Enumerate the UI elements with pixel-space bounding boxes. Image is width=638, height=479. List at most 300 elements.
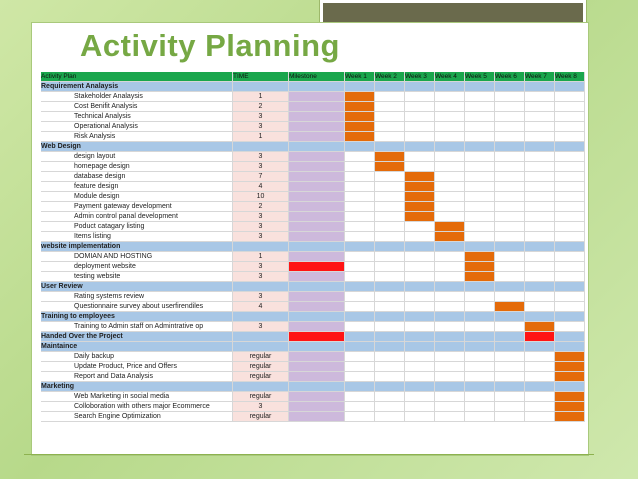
activity-time: 1	[233, 252, 289, 262]
week-cell	[525, 332, 555, 342]
week-cell	[405, 172, 435, 182]
week-cell	[435, 92, 465, 102]
week-cell	[465, 162, 495, 172]
week-cell	[555, 82, 585, 92]
week-cell	[405, 302, 435, 312]
week-cell	[345, 182, 375, 192]
week-cell	[375, 292, 405, 302]
section-label: Web Design	[41, 142, 233, 152]
week-cell	[525, 222, 555, 232]
week-cell	[435, 302, 465, 312]
week-cell	[495, 312, 525, 322]
week-cell	[405, 412, 435, 422]
section-milestone	[289, 142, 345, 152]
week-cell	[555, 302, 585, 312]
activity-time: regular	[233, 362, 289, 372]
activity-name: Rating systems review	[41, 292, 233, 302]
week-cell	[405, 82, 435, 92]
week-cell	[435, 232, 465, 242]
week-cell	[525, 172, 555, 182]
week-cell	[555, 172, 585, 182]
week-cell	[465, 202, 495, 212]
week-cell	[555, 272, 585, 282]
week-cell	[465, 282, 495, 292]
section-label: website implementation	[41, 242, 233, 252]
week-cell	[525, 252, 555, 262]
activity-name: homepage design	[41, 162, 233, 172]
week-cell	[345, 212, 375, 222]
week-cell	[405, 212, 435, 222]
week-cell	[555, 122, 585, 132]
week-cell	[435, 172, 465, 182]
week-cell	[375, 262, 405, 272]
activity-name: Web Marketing in social media	[41, 392, 233, 402]
week-cell	[465, 192, 495, 202]
activity-name: DOMIAN AND HOSTING	[41, 252, 233, 262]
page-title: Activity Planning	[80, 28, 340, 63]
week-cell	[465, 112, 495, 122]
week-cell	[495, 412, 525, 422]
week-cell	[555, 402, 585, 412]
activity-milestone	[289, 222, 345, 232]
section-milestone	[289, 332, 345, 342]
section-milestone	[289, 82, 345, 92]
activity-time: 3	[233, 232, 289, 242]
activity-milestone	[289, 322, 345, 332]
week-cell	[435, 362, 465, 372]
week-cell	[495, 92, 525, 102]
section-milestone	[289, 312, 345, 322]
week-cell	[525, 92, 555, 102]
week-cell	[375, 412, 405, 422]
week-cell	[525, 382, 555, 392]
week-cell	[345, 382, 375, 392]
week-cell	[555, 162, 585, 172]
week-cell	[375, 172, 405, 182]
header-cell: Week 8	[555, 72, 585, 82]
activity-name: Daily backup	[41, 352, 233, 362]
week-cell	[375, 232, 405, 242]
week-cell	[495, 172, 525, 182]
activity-name: Admin control panal development	[41, 212, 233, 222]
week-cell	[555, 292, 585, 302]
week-cell	[495, 202, 525, 212]
activity-milestone	[289, 372, 345, 382]
week-cell	[345, 202, 375, 212]
week-cell	[525, 342, 555, 352]
week-cell	[345, 312, 375, 322]
week-cell	[495, 382, 525, 392]
week-cell	[345, 352, 375, 362]
week-cell	[435, 392, 465, 402]
week-cell	[465, 92, 495, 102]
week-cell	[375, 272, 405, 282]
week-cell	[465, 382, 495, 392]
header-cell: Week 5	[465, 72, 495, 82]
week-cell	[465, 242, 495, 252]
week-cell	[555, 142, 585, 152]
week-cell	[555, 412, 585, 422]
header-cell: Week 2	[375, 72, 405, 82]
week-cell	[495, 112, 525, 122]
week-cell	[525, 302, 555, 312]
week-cell	[405, 372, 435, 382]
week-cell	[345, 82, 375, 92]
week-cell	[435, 122, 465, 132]
week-cell	[465, 392, 495, 402]
week-cell	[405, 352, 435, 362]
week-cell	[345, 322, 375, 332]
week-cell	[495, 402, 525, 412]
activity-name: Training to Admin staff on Admintrative op	[41, 322, 233, 332]
week-cell	[465, 412, 495, 422]
header-cell: Week 7	[525, 72, 555, 82]
week-cell	[495, 342, 525, 352]
section-milestone	[289, 282, 345, 292]
week-cell	[465, 292, 495, 302]
week-cell	[555, 222, 585, 232]
week-cell	[525, 102, 555, 112]
week-cell	[465, 402, 495, 412]
week-cell	[495, 322, 525, 332]
week-cell	[525, 242, 555, 252]
activity-name: Risk Analysis	[41, 132, 233, 142]
week-cell	[435, 352, 465, 362]
week-cell	[555, 212, 585, 222]
activity-name: Operational Analysis	[41, 122, 233, 132]
week-cell	[345, 112, 375, 122]
week-cell	[375, 372, 405, 382]
week-cell	[345, 162, 375, 172]
activity-time: 3	[233, 292, 289, 302]
week-cell	[555, 262, 585, 272]
week-cell	[465, 172, 495, 182]
week-cell	[555, 372, 585, 382]
week-cell	[405, 292, 435, 302]
week-cell	[525, 402, 555, 412]
week-cell	[555, 392, 585, 402]
section-time	[233, 332, 289, 342]
activity-milestone	[289, 362, 345, 372]
activity-name: Report and Data Analysis	[41, 372, 233, 382]
week-cell	[405, 122, 435, 132]
week-cell	[375, 322, 405, 332]
week-cell	[435, 212, 465, 222]
header-cell: Milestone	[289, 72, 345, 82]
section-label: Handed Over the Project	[41, 332, 233, 342]
week-cell	[345, 372, 375, 382]
section-time	[233, 282, 289, 292]
week-cell	[435, 192, 465, 202]
week-cell	[525, 112, 555, 122]
activity-time: 3	[233, 112, 289, 122]
week-cell	[525, 362, 555, 372]
week-cell	[495, 142, 525, 152]
week-cell	[495, 132, 525, 142]
week-cell	[345, 222, 375, 232]
activity-name: Module design	[41, 192, 233, 202]
week-cell	[465, 362, 495, 372]
week-cell	[555, 362, 585, 372]
week-cell	[375, 182, 405, 192]
week-cell	[525, 232, 555, 242]
week-cell	[405, 382, 435, 392]
activity-name: Technical Analysis	[41, 112, 233, 122]
week-cell	[555, 312, 585, 322]
activity-name: Colloboration with others major Ecommerce	[41, 402, 233, 412]
section-time	[233, 82, 289, 92]
week-cell	[435, 182, 465, 192]
activity-time: 3	[233, 272, 289, 282]
week-cell	[375, 202, 405, 212]
section-label: Marketing	[41, 382, 233, 392]
week-cell	[555, 202, 585, 212]
week-cell	[525, 142, 555, 152]
activity-milestone	[289, 132, 345, 142]
week-cell	[375, 342, 405, 352]
week-cell	[555, 242, 585, 252]
week-cell	[345, 142, 375, 152]
week-cell	[525, 182, 555, 192]
week-cell	[465, 372, 495, 382]
week-cell	[495, 182, 525, 192]
week-cell	[495, 222, 525, 232]
activity-time: 2	[233, 202, 289, 212]
activity-milestone	[289, 232, 345, 242]
activity-name: Cost Benifit Analysis	[41, 102, 233, 112]
week-cell	[435, 332, 465, 342]
week-cell	[555, 102, 585, 112]
week-cell	[375, 282, 405, 292]
activity-name: Payment gateway development	[41, 202, 233, 212]
activity-milestone	[289, 302, 345, 312]
activity-milestone	[289, 152, 345, 162]
activity-name: Search Engine Optimization	[41, 412, 233, 422]
week-cell	[375, 382, 405, 392]
header-cell: Activity Plan	[41, 72, 233, 82]
week-cell	[405, 262, 435, 272]
activity-name: feature design	[41, 182, 233, 192]
week-cell	[555, 182, 585, 192]
week-cell	[495, 392, 525, 402]
week-cell	[405, 152, 435, 162]
week-cell	[495, 242, 525, 252]
week-cell	[405, 342, 435, 352]
week-cell	[495, 162, 525, 172]
week-cell	[435, 152, 465, 162]
week-cell	[465, 182, 495, 192]
week-cell	[525, 292, 555, 302]
activity-milestone	[289, 262, 345, 272]
week-cell	[525, 322, 555, 332]
week-cell	[525, 412, 555, 422]
week-cell	[465, 102, 495, 112]
week-cell	[525, 82, 555, 92]
section-label: Maintaince	[41, 342, 233, 352]
week-cell	[525, 122, 555, 132]
week-cell	[495, 372, 525, 382]
activity-name: database design	[41, 172, 233, 182]
week-cell	[495, 272, 525, 282]
activity-name: Questionnaire survey about userfirendiles	[41, 302, 233, 312]
week-cell	[435, 372, 465, 382]
week-cell	[495, 122, 525, 132]
week-cell	[345, 242, 375, 252]
section-time	[233, 142, 289, 152]
activity-milestone	[289, 392, 345, 402]
week-cell	[405, 362, 435, 372]
week-cell	[375, 222, 405, 232]
week-cell	[435, 322, 465, 332]
week-cell	[375, 92, 405, 102]
week-cell	[465, 82, 495, 92]
week-cell	[435, 412, 465, 422]
activity-time: regular	[233, 352, 289, 362]
week-cell	[435, 282, 465, 292]
week-cell	[435, 112, 465, 122]
week-cell	[465, 322, 495, 332]
week-cell	[495, 362, 525, 372]
week-cell	[375, 252, 405, 262]
week-cell	[345, 92, 375, 102]
activity-time: regular	[233, 392, 289, 402]
week-cell	[345, 392, 375, 402]
week-cell	[465, 332, 495, 342]
week-cell	[345, 292, 375, 302]
activity-milestone	[289, 352, 345, 362]
week-cell	[345, 262, 375, 272]
week-cell	[465, 122, 495, 132]
activity-time: 3	[233, 322, 289, 332]
week-cell	[375, 402, 405, 412]
week-cell	[525, 132, 555, 142]
header-cell: Week 4	[435, 72, 465, 82]
week-cell	[375, 312, 405, 322]
week-cell	[435, 242, 465, 252]
week-cell	[435, 82, 465, 92]
section-time	[233, 312, 289, 322]
week-cell	[435, 222, 465, 232]
activity-milestone	[289, 122, 345, 132]
week-cell	[405, 132, 435, 142]
week-cell	[405, 312, 435, 322]
week-cell	[495, 82, 525, 92]
section-time	[233, 342, 289, 352]
week-cell	[405, 252, 435, 262]
week-cell	[495, 232, 525, 242]
week-cell	[345, 412, 375, 422]
week-cell	[555, 322, 585, 332]
week-cell	[435, 162, 465, 172]
activity-milestone	[289, 112, 345, 122]
activity-time: 1	[233, 132, 289, 142]
week-cell	[375, 142, 405, 152]
week-cell	[465, 142, 495, 152]
week-cell	[375, 102, 405, 112]
activity-name: Poduct catagary listing	[41, 222, 233, 232]
week-cell	[525, 392, 555, 402]
section-milestone	[289, 382, 345, 392]
activity-milestone	[289, 402, 345, 412]
week-cell	[405, 402, 435, 412]
week-cell	[405, 332, 435, 342]
week-cell	[495, 352, 525, 362]
activity-time: 3	[233, 122, 289, 132]
week-cell	[465, 212, 495, 222]
week-cell	[495, 192, 525, 202]
week-cell	[555, 282, 585, 292]
week-cell	[555, 152, 585, 162]
week-cell	[555, 232, 585, 242]
week-cell	[375, 362, 405, 372]
week-cell	[435, 312, 465, 322]
activity-time: 4	[233, 182, 289, 192]
week-cell	[435, 402, 465, 412]
week-cell	[555, 92, 585, 102]
week-cell	[465, 312, 495, 322]
week-cell	[405, 242, 435, 252]
week-cell	[525, 152, 555, 162]
week-cell	[375, 112, 405, 122]
activity-time: 3	[233, 162, 289, 172]
week-cell	[375, 392, 405, 402]
activity-name: deployment website	[41, 262, 233, 272]
week-cell	[375, 332, 405, 342]
week-cell	[435, 292, 465, 302]
week-cell	[525, 352, 555, 362]
activity-name: testing website	[41, 272, 233, 282]
week-cell	[405, 102, 435, 112]
week-cell	[525, 192, 555, 202]
week-cell	[525, 262, 555, 272]
week-cell	[345, 192, 375, 202]
week-cell	[345, 332, 375, 342]
week-cell	[435, 142, 465, 152]
week-cell	[465, 222, 495, 232]
activity-milestone	[289, 272, 345, 282]
week-cell	[555, 382, 585, 392]
week-cell	[465, 262, 495, 272]
week-cell	[525, 282, 555, 292]
week-cell	[435, 262, 465, 272]
week-cell	[375, 152, 405, 162]
activity-milestone	[289, 102, 345, 112]
activity-name: Stakeholder Analaysis	[41, 92, 233, 102]
activity-time: 3	[233, 402, 289, 412]
activity-time: 3	[233, 262, 289, 272]
week-cell	[495, 292, 525, 302]
activity-time: regular	[233, 412, 289, 422]
activity-time: 3	[233, 212, 289, 222]
week-cell	[405, 112, 435, 122]
week-cell	[405, 92, 435, 102]
week-cell	[405, 322, 435, 332]
week-cell	[435, 132, 465, 142]
week-cell	[525, 312, 555, 322]
activity-time: 3	[233, 152, 289, 162]
week-cell	[405, 272, 435, 282]
section-time	[233, 382, 289, 392]
activity-milestone	[289, 92, 345, 102]
week-cell	[345, 252, 375, 262]
activity-name: design layout	[41, 152, 233, 162]
week-cell	[375, 242, 405, 252]
week-cell	[345, 232, 375, 242]
week-cell	[375, 302, 405, 312]
week-cell	[555, 132, 585, 142]
week-cell	[345, 282, 375, 292]
section-label: Training to employees	[41, 312, 233, 322]
